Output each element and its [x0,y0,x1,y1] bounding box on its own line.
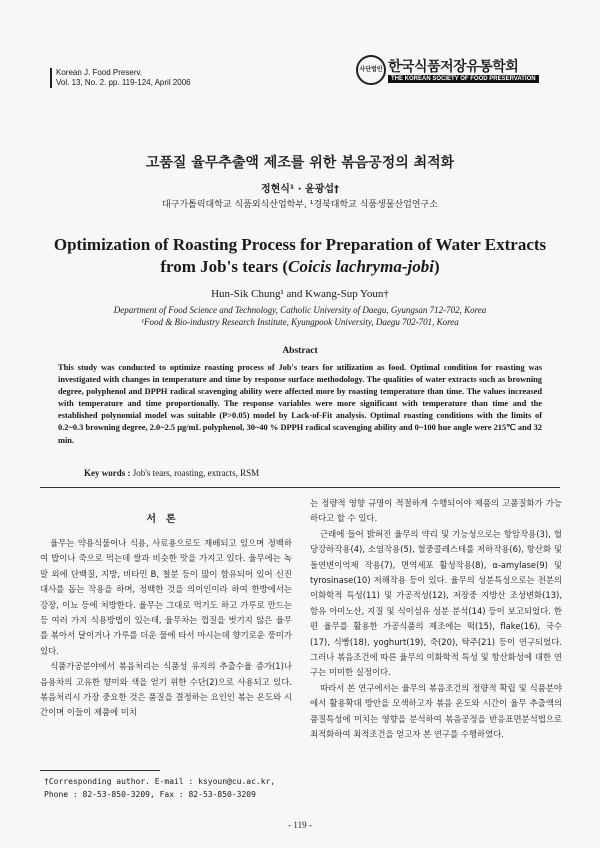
page-number: - 119 - [288,820,312,830]
section-divider [40,487,560,488]
society-name-english: THE KOREAN SOCIETY OF FOOD PRESERVATION [388,75,539,83]
english-title [0,234,600,278]
footnote-rule [40,770,160,771]
keywords-text: Job's tears, roasting, extracts, RSM [130,468,260,478]
korean-title: 고품질 율무추출액 제조를 위한 볶음공정의 최적화 [145,155,455,171]
right-column [310,496,562,743]
paragraph: 는 정량적 영향 규명이 적절하게 수행되어야 제품의 고품질화가 가능하다고 할 수 있다. [310,498,562,524]
english-authors: Hun-Sik Chung¹ and Kwang-Sup Youn† [211,288,389,300]
abstract-text: This study was conducted to optimize roasting process of Job's tears for utilization as food. Optimal condition for roasting was investigated with changes in temperature and time by response surface methodology. The qualities of water extracts such as browning degree, polyphenol and DPPH radical scavenging ability were affected more by roasting temperature than time. The values increased with temperature and time proportionally. The response variables were more significant with temperature than time and the established polynomial model was suitable (P>0.05) model by Lack-of-Fit analysis. Optimal roasting conditions with the limits of 0.2~0.3 browning degree, 2.0~2.5 μg/mL polyphenol, 30~40 % DPPH radical scavenging ability and 0~100 hue angle were 215℃ and 32 min. [58,363,542,445]
society-name-korean: 한국식품저장유통학회 [388,59,519,75]
paragraph: 식품가공분야에서 볶음처리는 식품성 유지의 추출수율 증가(1)나 음용차의 고유한 향미와 색을 얻기 위한 수단(2)으로 사용되고 있다. 볶음처리시 가장 중요한 것은 품질을 결정하는 요인인 볶는 온도와 시간이며 이들이 제품에 미치 [40,661,292,718]
society-logo-icon [356,55,386,85]
english-title-line1: Optimization of Roasting Process for Preparation of Water Extracts [53,235,547,254]
paragraph: 따라서 본 연구에서는 율무의 볶음조건의 정량적 확립 및 식품분야에서 활용확대 방안을 모색하고자 볶음 온도와 시간이 율무 추출액의 품질특성에 미치는 영향을 분석하여 볶음공정을 반응표면분석법으로 최적화하여 최적조건을 얻고자 본 연구를 수행하였다. [310,682,562,740]
korean-authors: 정현식¹ · 윤광섭† [260,184,340,195]
keywords-label: Key words : [84,468,131,478]
paragraph: 율무는 약용식물이나 식용, 사료용으로도 재배되고 있으며 정백하여 밥이나 죽으로 먹는데 쌀과 비슷한 맛을 가지고 있다. 율무에는 녹말 외에 단백질, 지방, 비타민 B, 철분 등이 많이 함유되어 있어 신진대사를 돕는 작용을 하며, 정백한 것을 의이인이라 하여 한방에서는 강장, 이뇨 등에 처방한다. 율무는 그대로 먹기도 하고 가루로 만드는 등 여러 가지 식용방법이 있는데, 율무차는 껍질을 벗기지 않은 율무를 볶아서 달이거나 가루를 더운 물에 타서 마시는데 향기로운 풍미가 있다. [40,538,292,656]
footnote-line2: Phone : 82-53-850-3209, Fax : 82-53-850-3209 [44,790,256,799]
english-title-line2 [0,256,600,278]
introduction-heading: 서론 [146,514,186,525]
journal-volume: Vol. 13, No. 2. pp. 119-124, April 2006 [56,78,191,87]
keywords [84,468,259,478]
journal-name: Korean J. Food Preserv. [56,68,143,77]
affiliation-line1: Department of Food Science and Technology, Catholic University of Daegu, Gyungsan 712-702, Korea [113,305,487,315]
society-logo-text: 사단법인 [359,66,383,73]
left-column [40,536,292,721]
english-affiliation [0,304,600,328]
title-suffix: ) [433,257,440,276]
paragraph: 근래에 들어 밝혀진 율무의 약리 및 기능성으로는 항암작용(3), 혈당강하작용(4), 소염작용(5), 혈중콜레스테롤 저하작용(6), 항산화 및 돌연변이억제 작용(7), 면역세포 활성작용(8), α-amylase(9) 및 tyrosinase(10) 저해작용 등이 있다. 율무의 성분특성으로는 전분의 이화학적 특성(11) 및 가공적성(12), 저장중 지방산 조성변화(13), 함유 아미노산, 지질 및 식이섬유 성분 분석(14) 등이 보고되었다. 한편 율무를 활용한 가공식품의 제조에는 떡(15), flake(16), 국수(17), 식빵(18), yoghurt(19), 죽(20), 탁주(21) 등이 연구되었다. 그러나 볶음조건에 따른 율무의 이화학적 특성 및 항산화성에 대한 연구는 미미한 실정이다. [310,528,562,678]
korean-affiliation: 대구가톨릭대학교 식품외식산업학부, ¹경북대학교 식품생물산업연구소 [162,200,438,210]
affiliation-line2: ¹Food & Bio-industry Research Institute, Kyungpook University, Daegu 702-701, Korea [141,317,459,327]
corresponding-footnote [44,775,275,801]
journal-citation [50,68,191,88]
footnote-line1: †Corresponding author. E-mail : ksyoun@cu.ac.kr, [44,777,276,786]
abstract-heading: Abstract [282,346,318,356]
society-header [356,55,554,89]
title-prefix: from Job's tears ( [160,257,289,276]
scientific-name: Coicis lachryma-jobi [288,257,434,276]
